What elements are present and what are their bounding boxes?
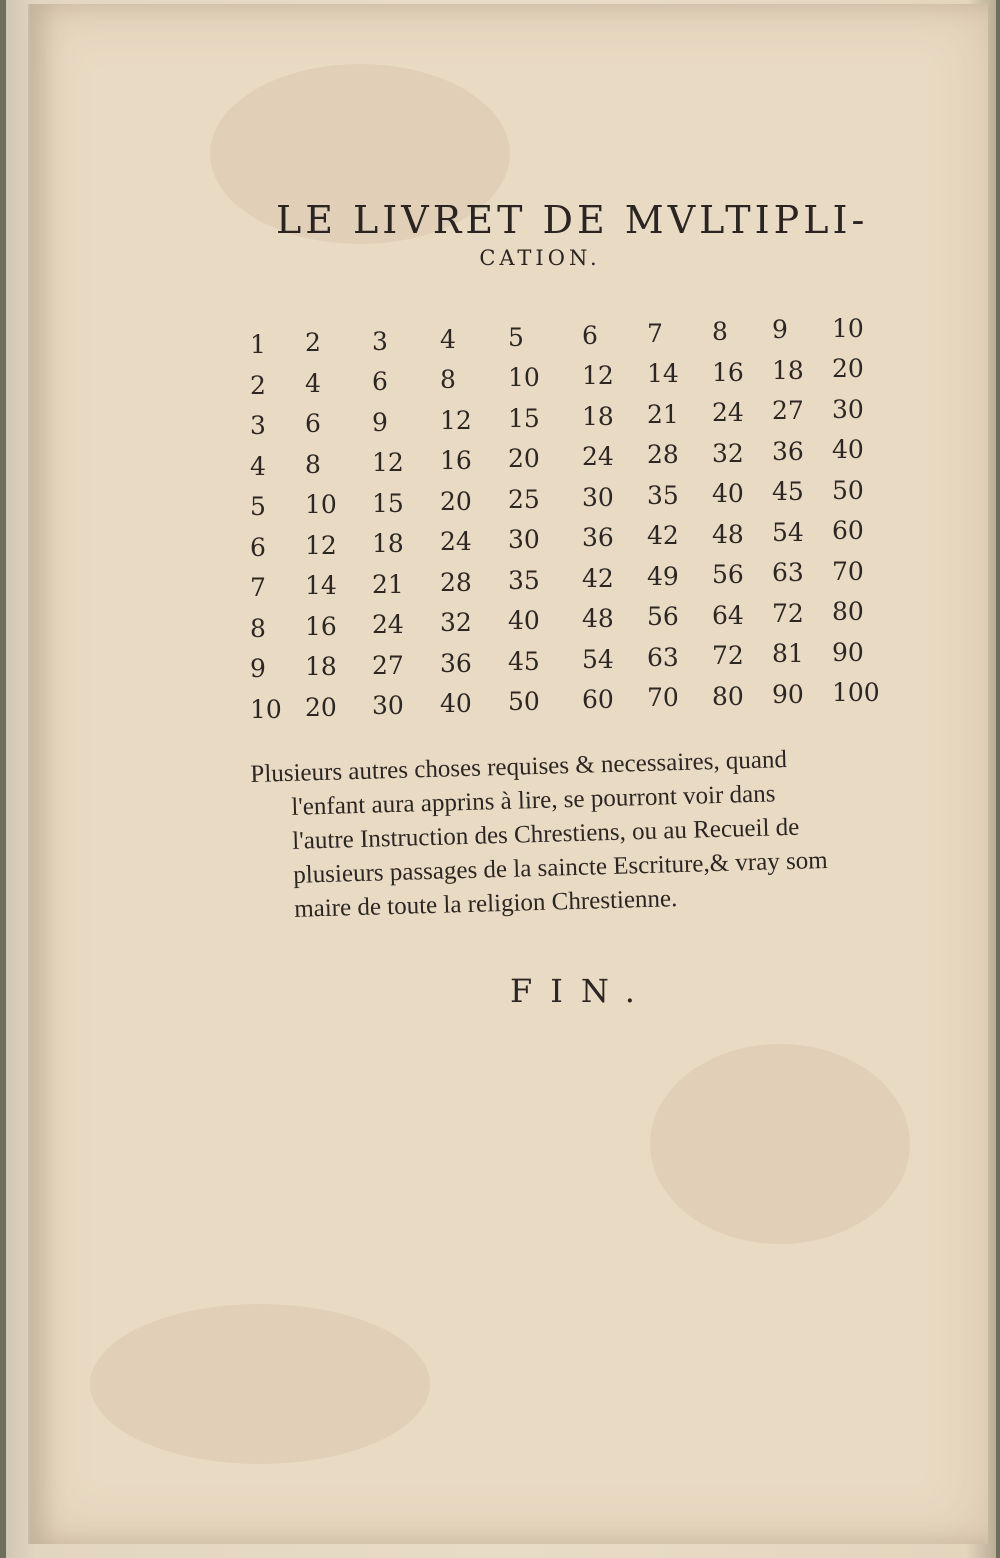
paragraph-line: l'autre Instruction des Chrestiens, ou au Recueil de (291, 813, 800, 855)
table-cell: 54 (582, 644, 614, 674)
table-cell: 8 (440, 365, 456, 395)
table-cell: 80 (712, 681, 744, 711)
table-cell: 8 (305, 449, 321, 479)
table-cell: 6 (582, 320, 598, 350)
table-cell: 60 (832, 516, 864, 546)
table-cell: 24 (372, 610, 404, 640)
paragraph-line: l'enfant aura apprins à lire, se pourront voir dans (291, 780, 776, 821)
table-cell: 12 (440, 405, 472, 435)
table-cell: 32 (440, 608, 472, 638)
table-cell: 50 (508, 687, 540, 717)
table-cell: 12 (582, 361, 614, 391)
table-cell: 21 (647, 399, 679, 429)
table-cell: 20 (832, 354, 864, 384)
table-cell: 32 (712, 438, 744, 468)
table-cell: 10 (508, 363, 540, 393)
table-cell: 14 (647, 359, 679, 389)
paragraph-line: plusieurs passages de la saincte Escriture,& vray som (292, 846, 829, 889)
table-cell: 10 (305, 490, 337, 520)
table-cell: 2 (305, 328, 321, 358)
table-cell: 80 (832, 597, 864, 627)
table-cell: 12 (372, 448, 404, 478)
table-cell: 24 (582, 442, 614, 472)
table-cell: 16 (712, 357, 744, 387)
table-cell: 28 (647, 440, 679, 470)
table-cell: 27 (372, 650, 404, 680)
table-cell: 40 (712, 479, 744, 509)
table-cell: 45 (508, 646, 540, 676)
table-cell: 14 (305, 571, 337, 601)
paper-stain (90, 1304, 430, 1464)
fin-label: FIN. (510, 972, 653, 1010)
table-cell: 36 (582, 523, 614, 553)
closing-paragraph (250, 740, 914, 928)
table-cell: 56 (712, 560, 744, 590)
table-cell: 24 (712, 398, 744, 428)
table-cell: 42 (647, 521, 679, 551)
table-cell: 15 (508, 403, 540, 433)
table-cell: 18 (582, 401, 614, 431)
table-cell: 48 (712, 519, 744, 549)
table-cell: 16 (305, 611, 337, 641)
table-cell: 30 (372, 691, 404, 721)
table-cell: 10 (250, 694, 282, 724)
table-cell: 6 (250, 532, 266, 562)
table-cell: 2 (250, 370, 266, 400)
table-cell: 8 (712, 317, 728, 347)
table-cell: 21 (372, 569, 404, 599)
table-cell: 30 (832, 394, 864, 424)
table-cell: 56 (647, 602, 679, 632)
table-cell: 9 (250, 654, 266, 683)
table-cell: 9 (372, 407, 388, 437)
title-line-2: CATION. (479, 246, 601, 270)
table-cell: 70 (832, 556, 864, 586)
table-cell: 40 (440, 689, 472, 719)
table-cell: 27 (772, 396, 804, 426)
table-cell: 15 (372, 488, 404, 518)
table-cell: 70 (647, 683, 679, 713)
table-cell: 18 (372, 529, 404, 559)
table-cell: 7 (647, 318, 663, 348)
table-cell: 4 (440, 324, 456, 354)
title-line-1: LE LIVRET DE MVLTIPLI- (276, 198, 869, 242)
table-cell: 30 (582, 482, 614, 512)
table-cell: 16 (440, 446, 472, 476)
table-cell: 3 (372, 326, 388, 356)
table-cell: 90 (772, 679, 804, 709)
table-cell: 18 (772, 355, 804, 385)
table-cell: 8 (250, 613, 266, 643)
table-cell: 36 (440, 648, 472, 678)
table-cell: 10 (832, 313, 864, 343)
table-cell: 20 (440, 486, 472, 516)
table-cell: 90 (832, 637, 864, 667)
paragraph-line: Plusieurs autres choses requises & necessaires, quand (250, 746, 788, 788)
table-cell: 40 (508, 606, 540, 636)
table-cell: 72 (712, 641, 744, 671)
table-cell: 35 (647, 480, 679, 510)
table-cell: 25 (508, 484, 540, 514)
table-cell: 6 (372, 367, 388, 397)
table-cell: 4 (305, 368, 321, 398)
paragraph-line: maire de toute la religion Chrestienne. (293, 885, 678, 923)
table-cell: 30 (508, 525, 540, 555)
table-cell: 40 (832, 435, 864, 465)
table-cell: 24 (440, 527, 472, 557)
paper-stain (650, 1044, 910, 1244)
table-cell: 72 (772, 598, 804, 628)
table-cell: 3 (250, 411, 266, 440)
table-cell: 54 (772, 517, 804, 547)
table-cell: 50 (832, 475, 864, 505)
table-cell: 20 (508, 444, 540, 474)
table-cell: 4 (250, 451, 266, 481)
table-cell: 6 (305, 409, 321, 439)
table-cell: 12 (305, 530, 337, 560)
table-cell: 63 (772, 558, 804, 588)
table-cell: 45 (772, 477, 804, 507)
table-cell: 7 (250, 573, 266, 602)
table-cell: 20 (305, 692, 337, 722)
table-cell: 5 (508, 322, 524, 352)
table-cell: 48 (582, 604, 614, 634)
table-cell: 64 (712, 600, 744, 630)
table-cell: 49 (647, 561, 679, 591)
table-cell: 1 (250, 330, 266, 359)
table-cell: 100 (832, 678, 880, 708)
table-cell: 60 (582, 685, 614, 715)
table-cell: 35 (508, 565, 540, 595)
table-cell: 5 (250, 492, 266, 521)
table-cell: 28 (440, 567, 472, 597)
table-cell: 42 (582, 563, 614, 593)
table-cell: 36 (772, 436, 804, 466)
table-cell: 9 (772, 315, 788, 345)
table-cell: 81 (772, 639, 804, 669)
table-cell: 18 (305, 652, 337, 682)
table-cell: 63 (647, 642, 679, 672)
